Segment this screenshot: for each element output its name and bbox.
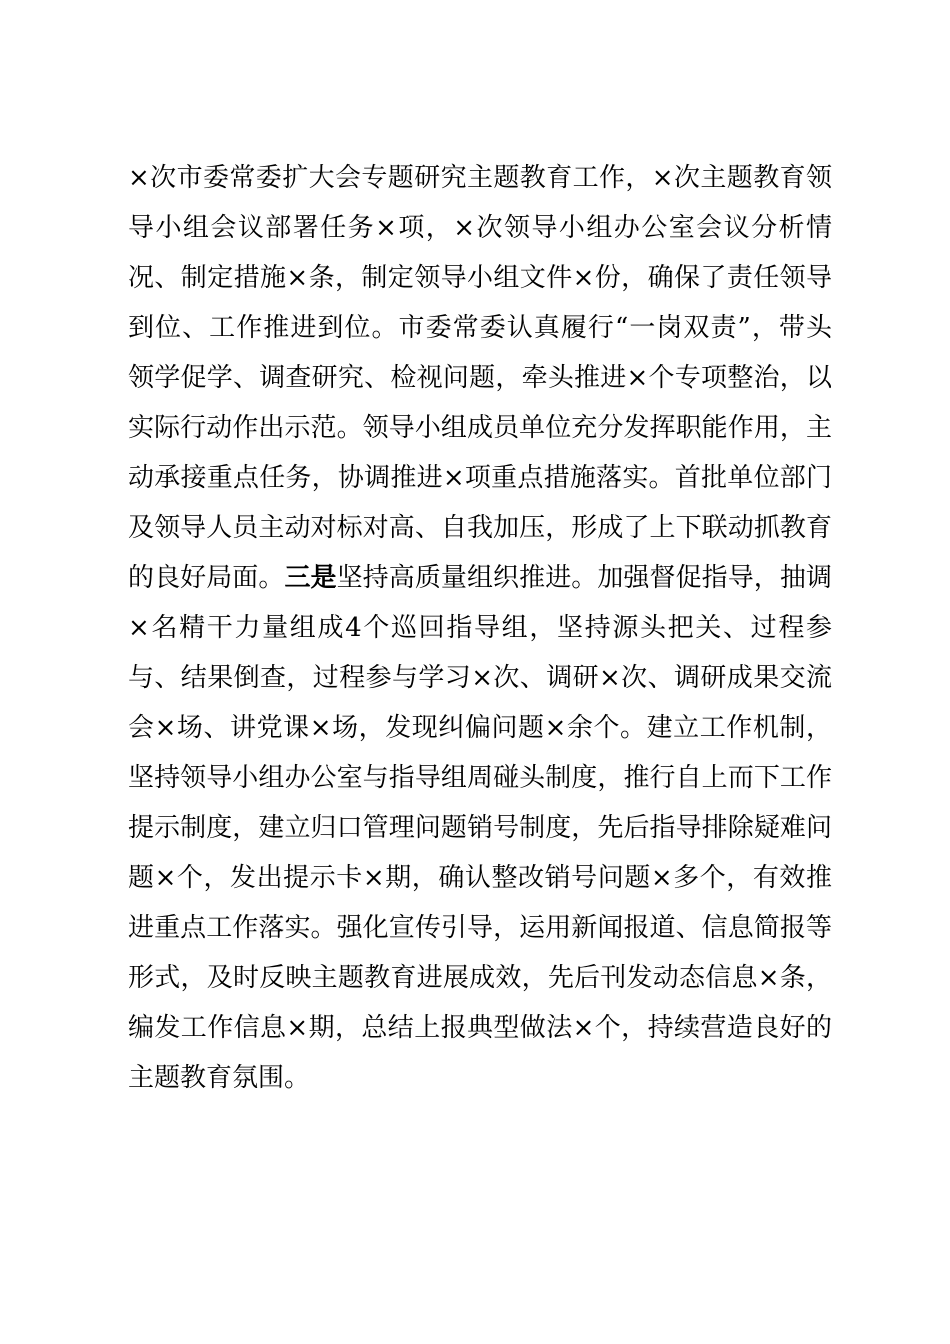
text-line: 进重点工作落实。强化宣传引导，运用新闻报道、信息简报等	[128, 913, 832, 943]
text-line: 导小组会议部署任务×项，×次领导小组办公室会议分析情	[128, 213, 832, 243]
text-line: 与、结果倒查，过程参与学习×次、调研×次、调研成果交流	[128, 663, 832, 693]
text-line-with-heading	[128, 553, 832, 603]
text-line: 形式，及时反映主题教育进展成效，先后刊发动态信息×条，	[128, 963, 832, 993]
body-paragraph	[128, 153, 832, 1103]
text-line: 题×个，发出提示卡×期，确认整改销号问题×多个，有效推	[128, 863, 832, 893]
text-line: 领学促学、调查研究、检视问题，牵头推进×个专项整治，以	[128, 363, 832, 393]
text-line: 况、制定措施×条，制定领导小组文件×份，确保了责任领导	[128, 263, 832, 293]
text-segment: 坚持高质量组织推进。加强督促指导，抽调	[336, 563, 832, 593]
text-line: 实际行动作出示范。领导小组成员单位充分发挥职能作用，主	[128, 413, 832, 443]
text-line: 会×场、讲党课×场，发现纠偏问题×余个。建立工作机制，	[128, 713, 832, 743]
text-line: 编发工作信息×期，总结上报典型做法×个，持续营造良好的	[128, 1013, 832, 1043]
text-segment: 的良好局面。	[128, 563, 285, 593]
text-line: ×名精干力量组成4个巡回指导组，坚持源头把关、过程参	[128, 613, 832, 643]
text-line: 坚持领导小组办公室与指导组周碰头制度，推行自上而下工作	[128, 763, 832, 793]
section-marker: 三是	[284, 563, 337, 593]
text-line: 到位、工作推进到位。市委常委认真履行“一岗双责”，带头	[128, 313, 832, 343]
text-line: 及领导人员主动对标对高、自我加压，形成了上下联动抓教育	[128, 513, 832, 543]
text-line: 动承接重点任务，协调推进×项重点措施落实。首批单位部门	[128, 463, 832, 493]
text-line: 主题教育氛围。	[128, 1063, 311, 1093]
text-line: ×次市委常委扩大会专题研究主题教育工作，×次主题教育领	[128, 163, 832, 193]
text-line: 提示制度，建立归口管理问题销号制度，先后指导排除疑难问	[128, 813, 832, 843]
